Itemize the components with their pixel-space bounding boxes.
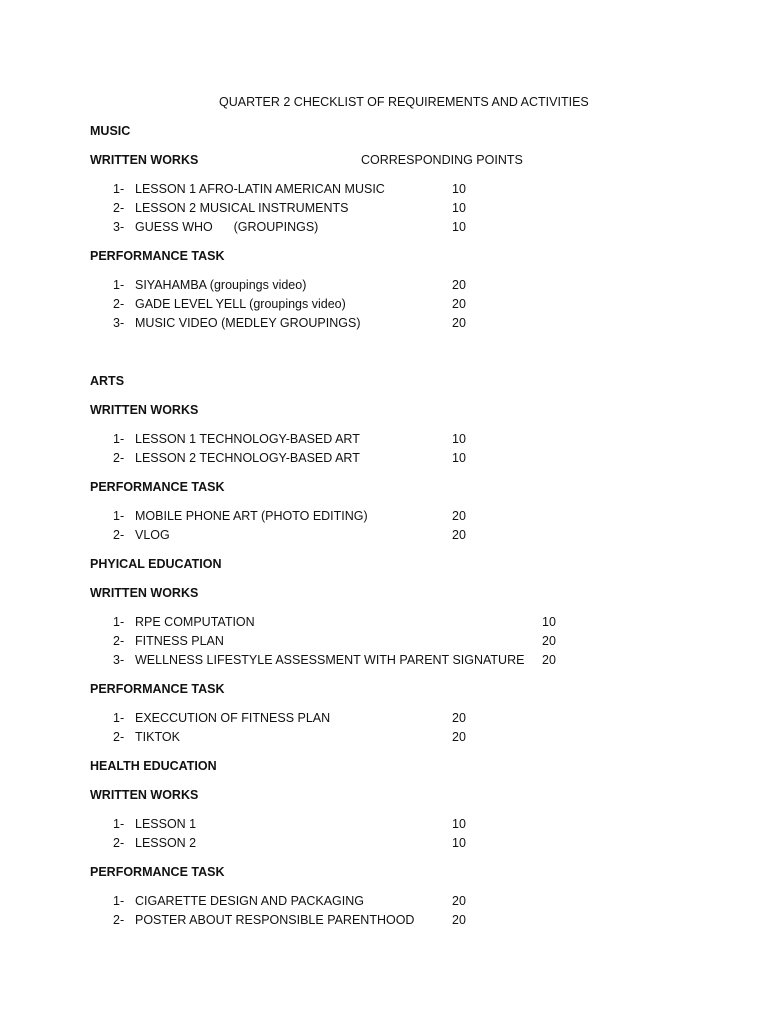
list-item-number: 1- [113,278,125,292]
list-item-text: GADE LEVEL YELL (groupings video) [135,297,346,311]
list-item-points: 20 [452,509,466,523]
list-item-points: 10 [452,432,466,446]
list-item-points: 20 [542,653,556,667]
section-heading-arts: ARTS [90,374,125,388]
list-item-points: 20 [452,316,466,330]
list-item-text: WELLNESS LIFESTYLE ASSESSMENT WITH PARENT SIGNATURE [135,653,525,667]
list-item-text: LESSON 1 [135,817,197,831]
subheading-performance-task: PERFORMANCE TASK [90,480,225,494]
list-item-number: 1- [113,615,125,629]
list-item-number: 2- [113,634,125,648]
list-item-text: SIYAHAMBA (groupings video) [135,278,307,292]
list-item-text: VLOG [135,528,170,542]
list-item-number: 1- [113,509,125,523]
list-item-text: TIKTOK [135,730,180,744]
list-item-number: 1- [113,894,125,908]
list-item-number: 3- [113,220,125,234]
list-item-text: POSTER ABOUT RESPONSIBLE PARENTHOOD [135,913,415,927]
subheading-written-works: WRITTEN WORKS [90,788,199,802]
subheading-performance-task: PERFORMANCE TASK [90,249,225,263]
list-item-number: 1- [113,817,125,831]
list-item-points: 20 [542,634,556,648]
list-item-text: LESSON 2 MUSICAL INSTRUMENTS [135,201,349,215]
list-item-text: CIGARETTE DESIGN AND PACKAGING [135,894,364,908]
subheading-performance-task: PERFORMANCE TASK [90,682,225,696]
subheading-written-works: WRITTEN WORKS [90,153,199,167]
section-heading-pe: PHYICAL EDUCATION [90,557,222,571]
list-item-number: 1- [113,711,125,725]
list-item-number: 2- [113,730,125,744]
list-item-points: 20 [452,278,466,292]
list-item-points: 10 [452,451,466,465]
list-item-points: 20 [452,894,466,908]
list-item-points: 10 [452,201,466,215]
list-item-number: 2- [113,201,125,215]
section-heading-music: MUSIC [90,124,131,138]
document-title: QUARTER 2 CHECKLIST OF REQUIREMENTS AND ACTIVITIES [219,95,589,109]
section-heading-health: HEALTH EDUCATION [90,759,217,773]
list-item-points: 10 [542,615,556,629]
list-item-number: 3- [113,653,125,667]
subheading-performance-task: PERFORMANCE TASK [90,865,225,879]
list-item-text: LESSON 2 [135,836,197,850]
list-item-number: 3- [113,316,125,330]
list-item-text: LESSON 1 AFRO-LATIN AMERICAN MUSIC [135,182,385,196]
list-item-number: 2- [113,528,125,542]
list-item-number: 2- [113,836,125,850]
list-item-points: 20 [452,730,466,744]
list-item-points: 10 [452,817,466,831]
list-item-points: 10 [452,182,466,196]
subheading-written-works: WRITTEN WORKS [90,586,199,600]
list-item-points: 20 [452,297,466,311]
list-item-text: FITNESS PLAN [135,634,224,648]
list-item-number: 2- [113,451,125,465]
list-item-number: 2- [113,913,125,927]
list-item-number: 1- [113,432,125,446]
list-item-points: 10 [452,836,466,850]
list-item-number: 1- [113,182,125,196]
list-item-points: 20 [452,913,466,927]
corresponding-points-label: CORRESPONDING POINTS [361,153,523,167]
subheading-written-works: WRITTEN WORKS [90,403,199,417]
list-item-text: LESSON 2 TECHNOLOGY-BASED ART [135,451,360,465]
list-item-points: 20 [452,528,466,542]
list-item-text: GUESS WHO (GROUPINGS) [135,220,319,234]
list-item-text: MUSIC VIDEO (MEDLEY GROUPINGS) [135,316,361,330]
list-item-points: 20 [452,711,466,725]
list-item-text: LESSON 1 TECHNOLOGY-BASED ART [135,432,360,446]
list-item-points: 10 [452,220,466,234]
list-item-text: RPE COMPUTATION [135,615,255,629]
list-item-text: MOBILE PHONE ART (PHOTO EDITING) [135,509,368,523]
list-item-text: EXECCUTION OF FITNESS PLAN [135,711,331,725]
list-item-number: 2- [113,297,125,311]
